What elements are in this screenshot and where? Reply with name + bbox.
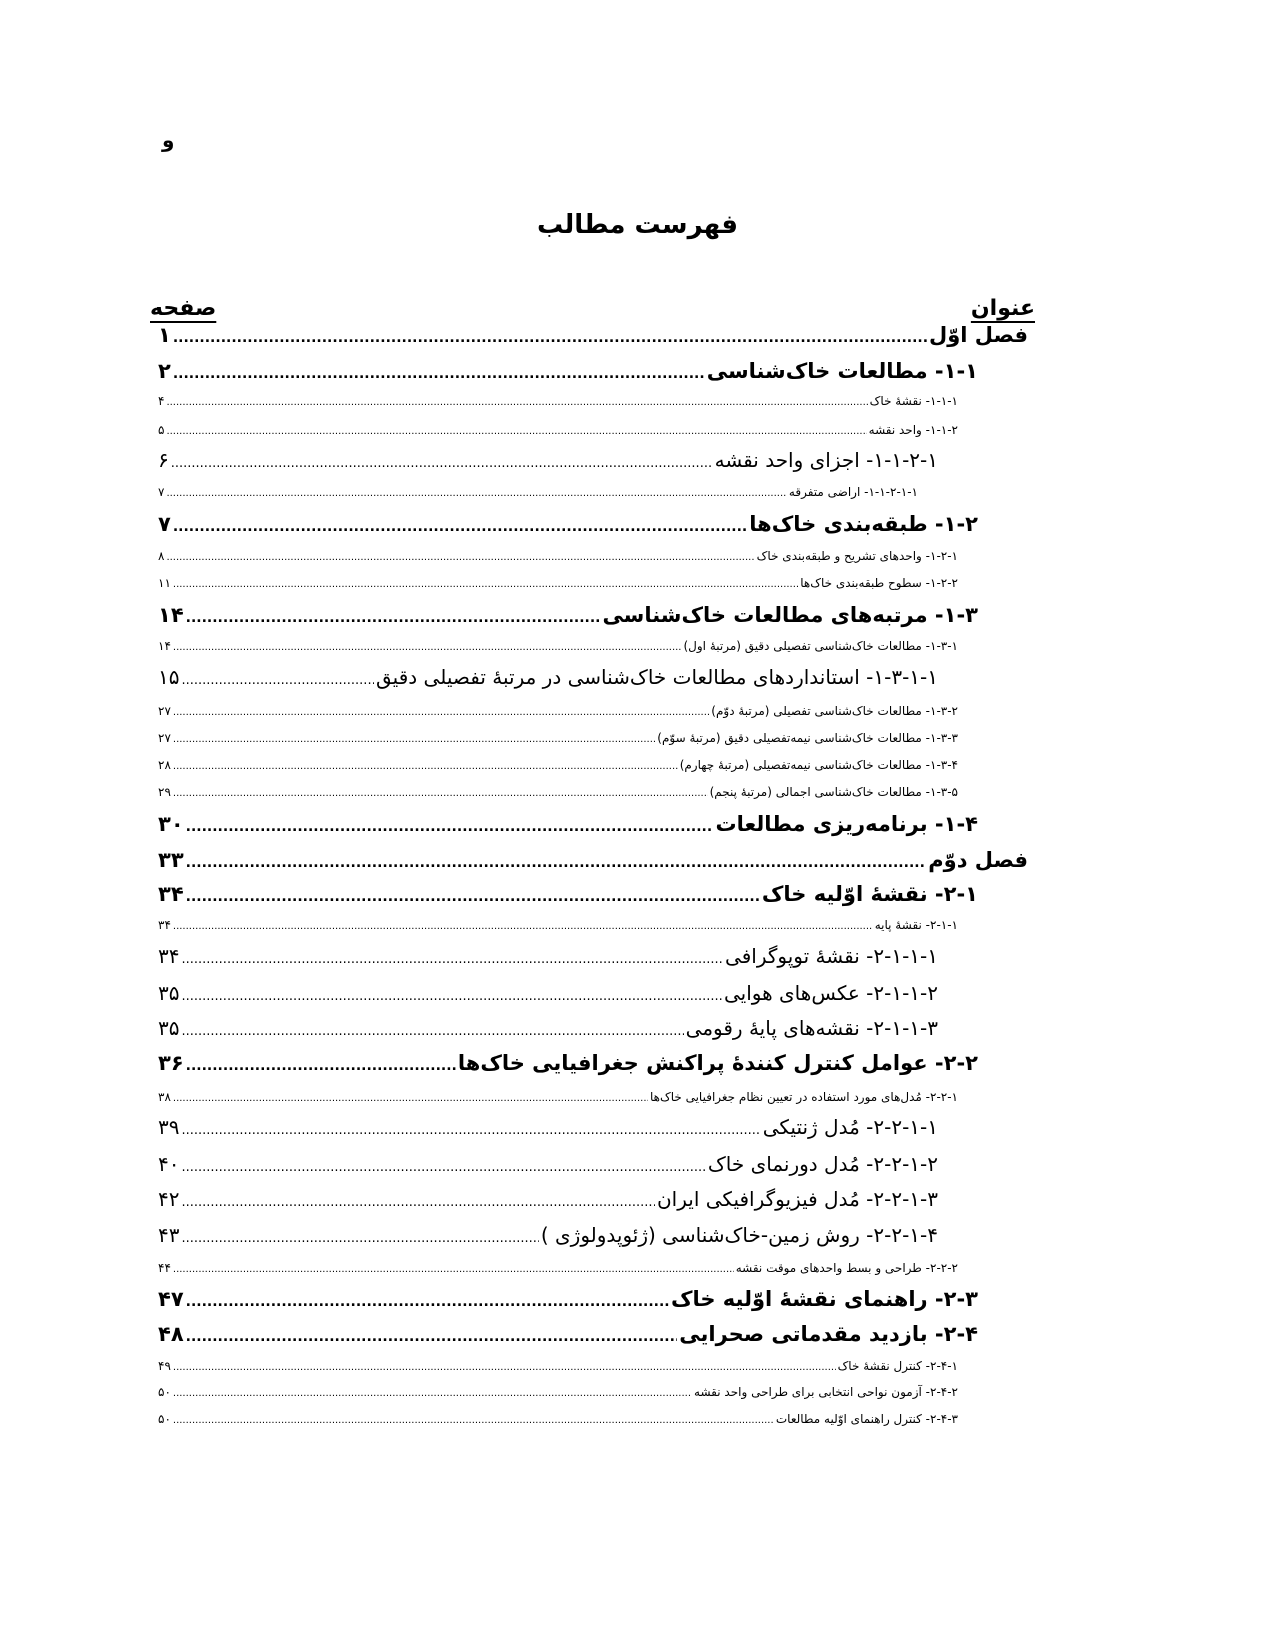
toc-entry-page: ۵۰ [158, 1412, 171, 1426]
toc-entry[interactable] [158, 514, 978, 535]
toc-entry-title: ۱-۲-۲- سطوح طبقه‌بندی خاک‌ها [800, 576, 958, 590]
toc-dot-leader [186, 1330, 678, 1344]
toc-dot-leader [173, 1094, 648, 1104]
toc-dot-leader [166, 398, 867, 408]
toc-entry-page: ۷ [158, 485, 165, 499]
toc-dot-leader [181, 1124, 760, 1137]
toc-dot-leader [173, 367, 705, 381]
toc-entry[interactable] [158, 640, 958, 653]
toc-dot-leader [186, 611, 601, 625]
toc-entry-title: ۱-۳-۴- مطالعات خاک‌شناسی نیمه‌تفصیلی (مرتبهٔ چهارم) [679, 758, 958, 772]
toc-entry-title: ۱-۱-۲-۱- اجزای واحد نقشه [714, 448, 938, 472]
toc-entry-title: ۲-۲-۱-۳- مُدل فیزیوگرافیکی ایران [656, 1187, 938, 1211]
toc-entry-page: ۴۴ [158, 1261, 171, 1275]
toc-entry-title: ۲-۲-۱-۲- مُدل دورنمای خاک [707, 1152, 938, 1176]
toc-entry-page: ۴۹ [158, 1359, 171, 1373]
toc-entry[interactable] [158, 1154, 938, 1174]
toc-entry-title: ۲-۱-۱- نقشهٔ پایه [874, 918, 958, 932]
toc-entry-page: ۴۷ [158, 1287, 184, 1311]
toc-entry-title: ۲-۱-۱-۲- عکس‌های هوایی [724, 981, 938, 1005]
page-column-header: صفحه [150, 296, 217, 321]
toc-entry[interactable] [158, 983, 938, 1003]
toc-entry[interactable] [158, 1386, 958, 1399]
toc-entry-page: ۴۳ [158, 1223, 180, 1247]
toc-dot-leader [181, 1161, 705, 1174]
toc-entry-page: ۵ [158, 423, 165, 437]
toc-entry[interactable] [158, 1289, 978, 1310]
toc-entry-title: ۱-۳-۲- مطالعات خاک‌شناسی تفصیلی (مرتبهٔ دوّم) [711, 704, 958, 718]
toc-dot-leader [181, 953, 723, 966]
page-number-letter: و [162, 128, 175, 152]
toc-dot-leader [166, 553, 754, 563]
toc-entry-title: ۱-۳- مرتبه‌های مطالعات خاک‌شناسی [602, 603, 978, 627]
toc-dot-leader [173, 1389, 692, 1399]
toc-entry[interactable] [158, 1324, 978, 1345]
toc-dot-leader [181, 1232, 538, 1245]
toc-entry-page: ۳۴ [158, 944, 180, 968]
toc-entry-title: فصل دوّم [928, 848, 1028, 872]
toc-dot-leader [173, 922, 873, 932]
toc-entry[interactable] [158, 850, 1028, 871]
toc-dot-leader [173, 789, 708, 799]
page-title: فهرست مطالب [537, 210, 738, 240]
toc-entry-title: ۱-۲- طبقه‌بندی خاک‌ها [749, 512, 978, 536]
toc-dot-leader [173, 643, 682, 653]
toc-dot-leader [181, 1025, 683, 1038]
toc-entry-page: ۲۹ [158, 785, 171, 799]
toc-entry-page: ۳۶ [158, 1051, 184, 1075]
toc-entry[interactable] [158, 325, 1028, 346]
toc-entry-title: ۲-۲-۱- مُدل‌های مورد استفاده در تعیین نظام جغرافیایی خاک‌ها [649, 1090, 958, 1104]
toc-entry-page: ۳۰ [158, 812, 184, 836]
toc-entry-page: ۳۵ [158, 981, 180, 1005]
toc-entry-title: ۱-۳-۱-۱- استانداردهای مطالعات خاک‌شناسی در مرتبهٔ تفصیلی دقیق [376, 665, 938, 689]
toc-entry-page: ۶ [158, 448, 169, 472]
toc-entry-title: ۲-۲-۱-۱- مُدل ژنتیکی [762, 1115, 938, 1139]
toc-dot-leader [186, 820, 714, 834]
toc-entry[interactable] [158, 486, 918, 499]
toc-entry-page: ۱۴ [158, 639, 171, 653]
toc-entry[interactable] [158, 1053, 978, 1074]
toc-dot-leader [173, 580, 798, 590]
toc-entry-title: ۲-۳- راهنمای نقشهٔ اوّلیه خاک [670, 1287, 978, 1311]
toc-entry-page: ۵۰ [158, 1385, 171, 1399]
toc-entry-title: ۱-۳-۳- مطالعات خاک‌شناسی نیمه‌تفصیلی دقیق (مرتبهٔ سوّم) [657, 731, 958, 745]
toc-dot-leader [181, 990, 722, 1003]
toc-entry-title: ۱-۱- مطالعات خاک‌شناسی [706, 359, 978, 383]
toc-dot-leader [186, 856, 927, 870]
toc-dot-leader [173, 1416, 774, 1426]
toc-dot-leader [173, 762, 678, 772]
toc-entry[interactable] [158, 1117, 938, 1137]
toc-entry-page: ۱۱ [158, 576, 171, 590]
toc-entry-title: ۱-۲-۱- واحدهای تشریح و طبقه‌بندی خاک [756, 549, 958, 563]
toc-entry-page: ۲۸ [158, 758, 171, 772]
toc-entry-page: ۱۵ [158, 665, 180, 689]
toc-entry-title: ۲-۱-۱-۳- نقشه‌های پایهٔ رقومی [685, 1016, 938, 1040]
toc-entry-page: ۲۷ [158, 731, 171, 745]
toc-entry[interactable] [158, 732, 958, 745]
toc-entry-title: ۲-۲-۲- طراحی و بسط واحدهای موقت نقشه [735, 1261, 958, 1275]
toc-entry-title: ۲-۴-۱- کنترل نقشهٔ خاک [837, 1359, 958, 1373]
toc-dot-leader [173, 1363, 836, 1373]
toc-entry-title: ۱-۱-۱- نقشهٔ خاک [869, 394, 958, 408]
toc-entry[interactable] [158, 919, 958, 932]
toc-entry[interactable] [158, 605, 978, 626]
toc-entry[interactable] [158, 1018, 938, 1038]
toc-entry-title: فصل اوّل [929, 323, 1028, 347]
toc-entry[interactable] [158, 450, 938, 470]
toc-dot-leader [171, 457, 713, 470]
toc-entry-page: ۳۵ [158, 1016, 180, 1040]
toc-entry[interactable] [158, 705, 958, 718]
toc-entry-page: ۳۸ [158, 1090, 171, 1104]
toc-dot-leader [173, 735, 655, 745]
toc-entry-page: ۸ [158, 549, 165, 563]
toc-entry-page: ۳۴ [158, 918, 171, 932]
toc-entry-title: ۲-۴- بازدید مقدماتی صحرایی [679, 1322, 978, 1346]
toc-entry-title: ۱-۱-۲-۱-۱- اراضی متفرقه [788, 485, 918, 499]
toc-entry-page: ۴ [158, 394, 165, 408]
toc-entry-page: ۲۷ [158, 704, 171, 718]
toc-entry[interactable] [158, 786, 958, 799]
toc-entry[interactable] [158, 1225, 938, 1245]
toc-entry[interactable] [158, 667, 938, 687]
toc-entry-title: ۱-۳-۵- مطالعات خاک‌شناسی اجمالی (مرتبهٔ پنجم) [709, 785, 958, 799]
toc-entry[interactable] [158, 814, 978, 835]
title-column-header: عنوان [970, 296, 1035, 321]
toc-dot-leader [173, 520, 747, 534]
toc-entry-title: ۱-۳-۱- مطالعات خاک‌شناسی تفصیلی دقیق (مرتبهٔ اول) [683, 639, 958, 653]
toc-entry-page: ۴۸ [158, 1322, 184, 1346]
toc-dot-leader [186, 890, 760, 904]
toc-entry-page: ۳۳ [158, 848, 184, 872]
toc-entry[interactable] [158, 1413, 958, 1426]
toc-entry[interactable] [158, 550, 958, 563]
toc-dot-leader [181, 1196, 655, 1209]
toc-dot-leader [173, 1265, 734, 1275]
toc-dot-leader [173, 331, 927, 345]
toc-entry-page: ۷ [158, 512, 171, 536]
toc-entry[interactable] [158, 946, 938, 966]
toc-entry-title: ۲-۱-۱-۱- نقشهٔ توپوگرافی [725, 944, 938, 968]
toc-entry[interactable] [158, 424, 958, 437]
toc-entry[interactable] [158, 1360, 958, 1373]
toc-dot-leader [166, 427, 866, 437]
toc-dot-leader [173, 708, 709, 718]
toc-entry-page: ۳۹ [158, 1115, 180, 1139]
toc-entry[interactable] [158, 577, 958, 590]
toc-entry-title: ۲-۲-۱-۴- روش زمین-خاک‌شناسی (ژئوپدولوژی ) [540, 1223, 938, 1247]
toc-entry-title: ۲-۲- عوامل کنترل کنندهٔ پراکنش جغرافیایی خاک‌ها [457, 1051, 978, 1075]
toc-entry[interactable] [158, 759, 958, 772]
toc-entry-page: ۴۲ [158, 1187, 180, 1211]
toc-dot-leader [186, 1059, 456, 1073]
toc-entry-title: ۲-۴-۲- آزمون نواحی انتخابی برای طراحی واحد نقشه [694, 1385, 958, 1399]
toc-entry[interactable] [158, 1262, 958, 1275]
toc-entry-page: ۲ [158, 359, 171, 383]
toc-entry[interactable] [158, 1189, 938, 1209]
toc-dot-leader [166, 489, 786, 499]
toc-entry-title: ۱-۴- برنامه‌ریزی مطالعات [715, 812, 978, 836]
toc-entry-title: ۱-۱-۲- واحد نقشه [868, 423, 958, 437]
toc-dot-leader [181, 674, 374, 687]
toc-entry[interactable] [158, 361, 978, 382]
toc-entry-page: ۳۴ [158, 882, 184, 906]
toc-dot-leader [186, 1295, 669, 1309]
toc-entry-page: ۱ [158, 323, 171, 347]
toc-entry-title: ۲-۴-۳- کنترل راهنمای اوّلیه مطالعات [775, 1412, 958, 1426]
toc-entry[interactable] [158, 395, 958, 408]
toc-entry-page: ۱۴ [158, 603, 184, 627]
toc-entry-title: ۲-۱- نقشهٔ اوّلیه خاک [761, 882, 978, 906]
toc-entry[interactable] [158, 1091, 958, 1104]
toc-entry[interactable] [158, 884, 978, 905]
toc-entry-page: ۴۰ [158, 1152, 180, 1176]
